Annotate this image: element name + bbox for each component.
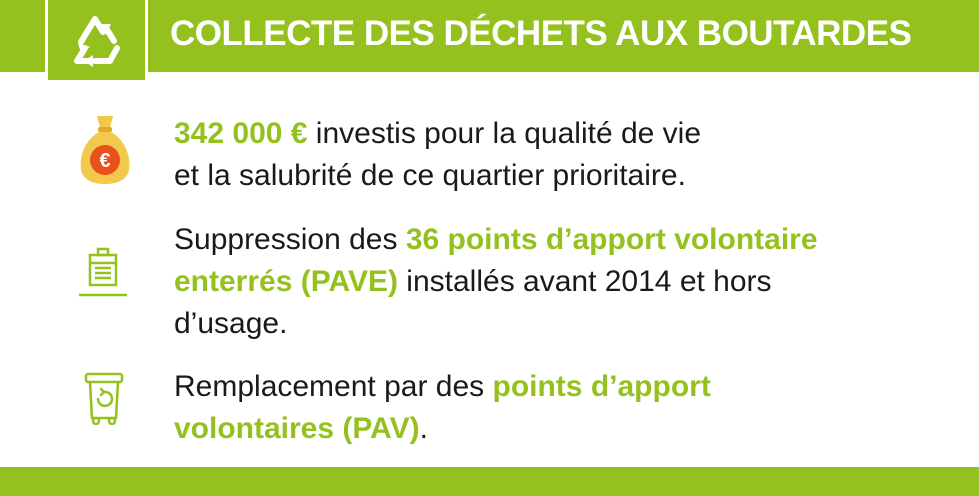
- header-title: COLLECTE DES DÉCHETS AUX BOUTARDES: [170, 14, 912, 53]
- item-2-line-1: [174, 219, 818, 261]
- recycle-icon: [65, 10, 129, 70]
- item-2-line-1-highlight: 36 points d’apport volontaire: [405, 223, 818, 256]
- item-1-line-1: [174, 113, 701, 155]
- item-3-line-2: [174, 408, 428, 450]
- item-2-line-1-text: Suppression des: [174, 223, 406, 256]
- item-1-line-2: et la salubrité de ce quartier prioritaire.: [174, 159, 686, 192]
- header-icon-tab: [45, 0, 148, 80]
- investment-amount: 342 000 €: [174, 117, 308, 150]
- item-2-line-2-highlight: enterrés (PAVE): [174, 265, 398, 298]
- recycling-bin-icon: [82, 370, 126, 426]
- item-3-line-1-text: Remplacement par des: [174, 370, 493, 403]
- underground-bin-icon: [77, 246, 129, 298]
- item-3-line-1: [174, 366, 711, 408]
- svg-text:€: €: [99, 150, 111, 172]
- footer-bar: [0, 467, 979, 496]
- item-1-line-1-text: investis pour la qualité de vie: [307, 117, 702, 150]
- item-3-line-2-text: .: [419, 412, 428, 445]
- item-2-line-2-text: installés avant 2014 et hors: [397, 265, 772, 298]
- item-2-line-3: d’usage.: [174, 307, 288, 340]
- item-3-line-1-highlight: points d’apport: [492, 370, 711, 403]
- item-3-line-2-highlight: volontaires (PAV): [174, 412, 420, 445]
- item-2-line-2: [174, 261, 772, 303]
- money-bag-euro-icon: [77, 112, 133, 186]
